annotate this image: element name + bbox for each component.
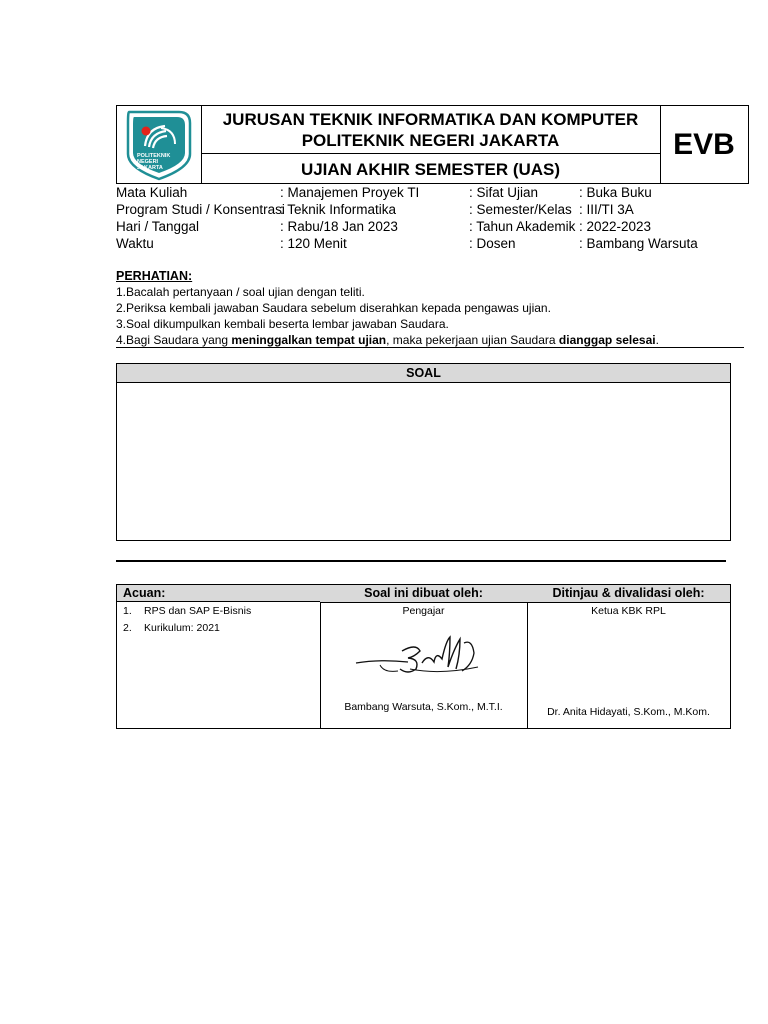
signature-table bbox=[116, 584, 731, 729]
ditinjau-column bbox=[527, 585, 730, 728]
title-cell bbox=[201, 106, 661, 183]
institution-title: POLITEKNIK NEGERI JAKARTA bbox=[301, 131, 560, 150]
info-right-value-1: : III/TI 3A bbox=[579, 202, 634, 217]
acuan-heading: Acuan: bbox=[117, 585, 320, 602]
dibuat-heading: Soal ini dibuat oleh: bbox=[320, 585, 527, 603]
note-item-3: 3.Soal dikumpulkan kembali beserta lembar jawaban Saudara. bbox=[116, 317, 449, 331]
logo-cell bbox=[117, 106, 202, 183]
note-item-4-part-e: . bbox=[655, 333, 659, 347]
note-item-4-emphasis-1: meninggalkan tempat ujian bbox=[231, 333, 387, 347]
info-value-1: : Teknik Informatika bbox=[280, 202, 397, 217]
info-right-value-0: : Buka Buku bbox=[579, 185, 652, 200]
info-label-2: Hari / Tanggal bbox=[116, 219, 200, 234]
title-divider bbox=[201, 153, 660, 154]
soal-heading: SOAL bbox=[117, 364, 730, 383]
info-right-label-2: : Tahun Akademik bbox=[469, 219, 576, 234]
info-right-value-3: : Bambang Warsuta bbox=[579, 236, 698, 251]
exam-header bbox=[116, 105, 749, 184]
note-item-4-emphasis-2: dianggap selesai bbox=[558, 333, 656, 347]
info-right-label-1: : Semester/Kelas bbox=[469, 202, 572, 217]
acuan-column bbox=[117, 585, 321, 728]
dibuat-column bbox=[320, 585, 528, 728]
exam-code: EVB bbox=[673, 128, 735, 161]
notes-rule bbox=[116, 347, 744, 348]
note-item-4 bbox=[116, 332, 659, 348]
notes-heading: PERHATIAN: bbox=[116, 269, 193, 283]
note-item-1: 1.Bacalah pertanyaan / soal ujian dengan teliti. bbox=[116, 285, 365, 299]
acuan-item-2-num: 2. bbox=[123, 622, 132, 634]
department-title: JURUSAN TEKNIK INFORMATIKA DAN KOMPUTER bbox=[222, 110, 639, 129]
info-value-0: : Manajemen Proyek TI bbox=[280, 185, 420, 200]
info-label-1: Program Studi / Konsentrasi bbox=[116, 202, 285, 217]
note-item-2: 2.Periksa kembali jawaban Saudara sebelum diserahkan kepada pengawas ujian. bbox=[116, 301, 551, 315]
ditinjau-heading: Ditinjau & divalidasi oleh: bbox=[527, 585, 730, 603]
acuan-item-1-num: 1. bbox=[123, 605, 132, 617]
logo-text-1: POLITEKNIK bbox=[137, 153, 171, 159]
info-label-3: Waktu bbox=[116, 236, 154, 251]
logo-text-3: JAKARTA bbox=[137, 165, 163, 171]
soal-box bbox=[116, 363, 731, 541]
logo-text-2: NEGERI bbox=[137, 159, 159, 165]
acuan-item-1-text: RPS dan SAP E-Bisnis bbox=[144, 605, 252, 617]
info-right-label-0: : Sifat Ujian bbox=[469, 185, 539, 200]
acuan-item-2-text: Kurikulum: 2021 bbox=[144, 622, 220, 634]
code-cell bbox=[660, 106, 748, 183]
info-value-2: : Rabu/18 Jan 2023 bbox=[280, 219, 398, 234]
notes-section bbox=[116, 268, 659, 348]
ditinjau-role: Ketua KBK RPL bbox=[591, 605, 666, 617]
info-label-0: Mata Kuliah bbox=[116, 185, 188, 200]
info-right-value-2: : 2022-2023 bbox=[579, 219, 652, 234]
ditinjau-name: Dr. Anita Hidayati, S.Kom., M.Kom. bbox=[547, 706, 710, 718]
dibuat-role: Pengajar bbox=[402, 605, 445, 617]
note-item-4-part-c: , maka pekerjaan ujian Saudara bbox=[386, 333, 559, 347]
note-item-4-part-a: 4.Bagi Saudara yang bbox=[116, 333, 232, 347]
separator-rule bbox=[116, 560, 726, 562]
exam-title: UJIAN AKHIR SEMESTER (UAS) bbox=[300, 160, 561, 179]
pnj-logo bbox=[117, 106, 201, 183]
dibuat-name: Bambang Warsuta, S.Kom., M.T.I. bbox=[344, 701, 503, 713]
info-value-3: : 120 Menit bbox=[280, 236, 347, 251]
info-right-label-3: : Dosen bbox=[469, 236, 516, 251]
signature-image bbox=[350, 629, 500, 681]
